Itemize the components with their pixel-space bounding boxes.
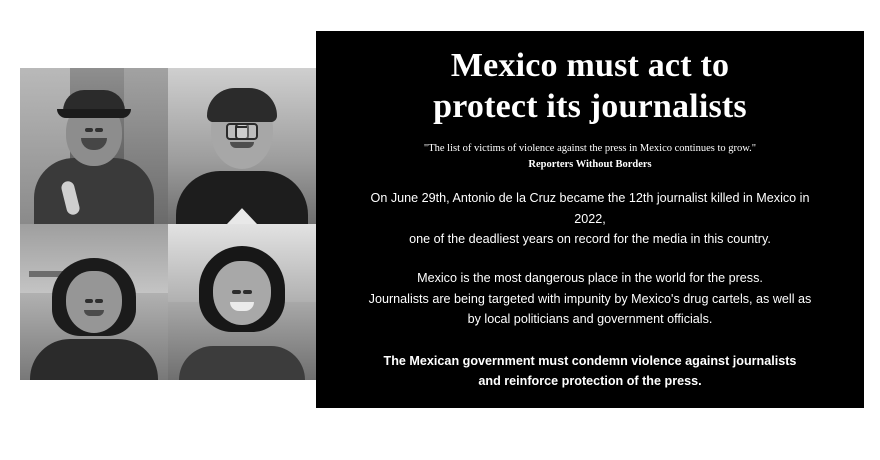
- paragraph-2-line-1: Mexico is the most dangerous place in the world for the press.: [417, 271, 763, 286]
- subject-left-eye: [85, 299, 93, 303]
- eyeglass-bridge: [237, 126, 247, 128]
- quote-text: "The list of victims of violence against the press in Mexico continues to grow.": [423, 142, 757, 154]
- subject-right-eye: [95, 128, 103, 132]
- portrait-man-with-cap-at-microphone: [20, 68, 168, 224]
- poster-headline: [350, 45, 830, 128]
- subject-mouth: [230, 142, 254, 148]
- subject-mouth: [230, 302, 254, 311]
- portrait-man-with-glasses-in-suit: [168, 68, 316, 224]
- subject-mouth: [84, 310, 104, 316]
- call-line-2: and reinforce protection of the press.: [478, 373, 702, 388]
- subject-torso: [176, 171, 308, 224]
- eyeglass-right-lens: [235, 123, 258, 140]
- subject-right-eye: [243, 290, 252, 294]
- call-line-1: The Mexican government must condemn violence against journalists: [383, 353, 797, 368]
- subject-shirt: [227, 208, 257, 224]
- poster-paragraph-2: [354, 268, 826, 329]
- journalist-photo-grid: [20, 68, 316, 380]
- subject-right-eye: [95, 299, 103, 303]
- campaign-poster: [316, 31, 864, 420]
- paragraph-2-line-3: by local politicians and government officials.: [467, 312, 713, 327]
- poster-paragraph-1: [354, 188, 826, 249]
- subject-cap-brim: [57, 109, 131, 118]
- subject-torso: [30, 339, 158, 380]
- paragraph-1-line-1: On June 29th, Antonio de la Cruz became the 12th journalist killed in Mexico in 2022,: [370, 191, 810, 226]
- paragraph-2-line-2: Journalists are being targeted with impunity by Mexico's drug cartels, as well as: [368, 291, 812, 306]
- subject-face: [213, 261, 271, 325]
- poster-quote: [342, 142, 838, 171]
- poster-call-to-action: [348, 351, 832, 392]
- subject-left-eye: [85, 128, 93, 132]
- subject-left-eye: [232, 290, 241, 294]
- portrait-woman-dark-hair-indoors: [20, 224, 168, 380]
- subject-mouth: [81, 138, 107, 150]
- subject-torso: [34, 158, 154, 224]
- quote-source: Reporters Without Borders: [528, 158, 652, 170]
- paragraph-1-line-2: one of the deadliest years on record for the media in this country.: [409, 232, 771, 246]
- poster-footnote: Mexico is ranked #127/180 in the world for press freedom. See the full ranking at RSF.org.: [429, 409, 751, 420]
- subject-hair: [207, 88, 277, 122]
- subject-torso: [179, 346, 305, 380]
- subject-face: [66, 271, 122, 333]
- portrait-woman-smiling-outdoors: [168, 224, 316, 380]
- headline-line-1: Mexico must act to: [450, 47, 730, 84]
- headline-line-2: protect its journalists: [433, 88, 747, 126]
